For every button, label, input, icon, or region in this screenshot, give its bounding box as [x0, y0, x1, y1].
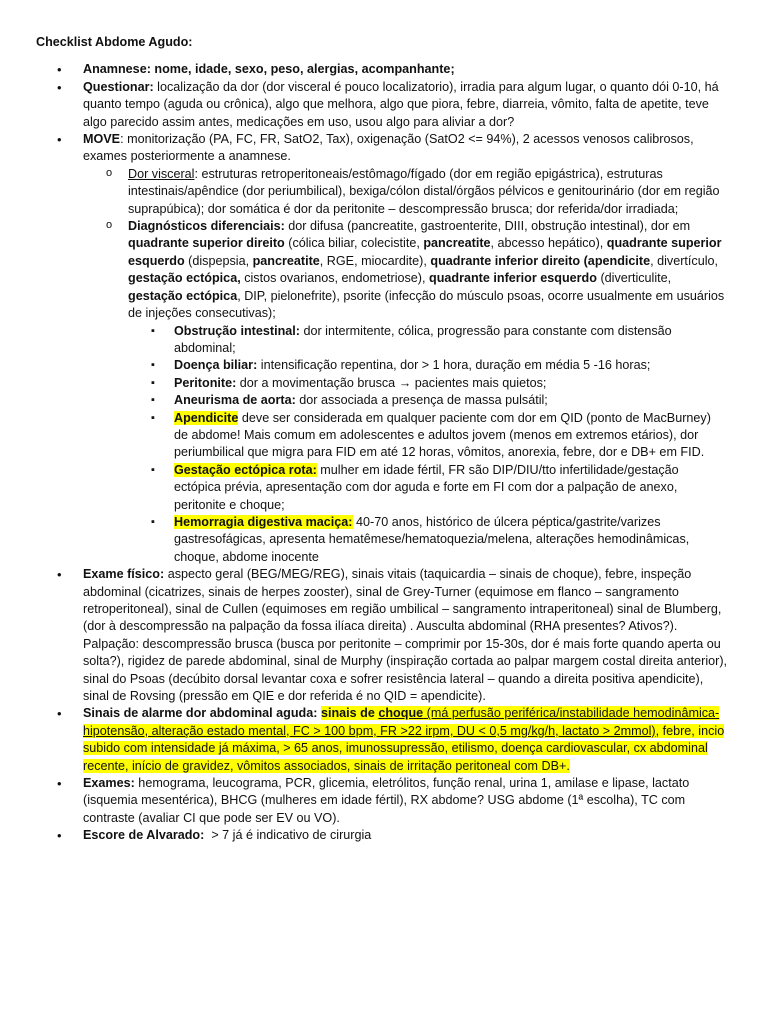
diag-text-5: , RGE, miocardite),	[319, 253, 431, 268]
alvarado-label: Escore de Alvarado:	[83, 828, 205, 843]
biliar-label: Doença biliar:	[174, 358, 258, 373]
list-item-exame-fisico	[36, 566, 728, 705]
apendicite-label: Apendicite	[174, 410, 239, 425]
diag-bold-5: quadrante inferior direito (apendicite	[430, 253, 651, 268]
diag-bold-4: pancreatite	[252, 253, 320, 268]
biliar-text: intensificação repentina, dor > 1 hora, duração em média 5 -16 horas;	[257, 358, 651, 373]
sinais-alarme-choque: choque	[378, 706, 424, 721]
list-item-sinais-alarme	[36, 705, 728, 775]
list-item-diagnosticos-diferenciais	[83, 218, 728, 566]
diag-label: Diagnósticos diferenciais:	[128, 219, 285, 234]
checklist	[36, 61, 728, 844]
hemorragia-text: 40-70 anos, histórico de úlcera péptica/gastrite/varizes gastresofágicas, apresenta hematêmese/hematoquezia/melena, alterações hemodinâmicas, choque, abdome inocente	[174, 514, 690, 564]
diag-bold-7: quadrante inferior esquerdo	[429, 271, 597, 286]
list-item-alvarado	[36, 827, 728, 844]
list-item-hemorragia	[128, 514, 728, 566]
diagnosticos-sublist	[128, 323, 728, 567]
diag-text-7: cistos ovarianos, endometriose),	[240, 271, 429, 286]
move-label: MOVE	[83, 132, 121, 147]
exame-fisico-text: aspecto geral (BEG/MEG/REG), sinais vitais (taquicardia – sinais de choque), febre, inspeção abdominal (cicatrizes, sinais de herpes zooster), sinal de Grey-Turner (equimose em flanco – sangramento retroperitoneal), sinal de Cullen (equimoses em região umbilical – sangramento intraperitoneal) sinal de Blumberg, (dor à descompressão na palpação da fossa ilíaca direita) . Ausculta abdominal (RHA presentes? Ativos?). Palpação: descompressão brusca (busca por peritonite – comprimir por 15-30s, dor é mais forte quando aperta ou solta?), rigidez de parede abdominal, sinal de Murphy (inspiração cortada ao palpar margem costal direita anterior), sinal do Psoas (decúbito dorsal levantar coxa e sofrer resistência lateral – quando a direita positiva apendicite), sinal de Rovsing (pressão em QIE e dor referida é no QID = apendicite).	[83, 567, 728, 704]
questionar-text: localização da dor (dor visceral é pouco localizatorio), irradia para algum lugar, o quanto dói 0-10, há quanto tempo (aguda ou crônica), algo que melhora, algo que piora, febre, diarreia, vômito, falta de apetite, teve algo parecido assim antes, medicações em uso, usou algo para aliviar a dor?	[83, 79, 719, 129]
sinais-alarme-label: Sinais de alarme dor abdominal aguda:	[83, 706, 318, 721]
ectopica-text: mulher em idade fértil, FR são DIP/DIU/tto infertilidade/gestação ectópica prévia, apresentação com dor aguda e forte em FI com dor a palpação de anexo, peritonite e choque;	[174, 462, 679, 512]
diag-bold-8: gestação ectópica	[128, 288, 238, 303]
aneurisma-label: Aneurisma de aorta:	[174, 393, 296, 408]
diag-text-3: , abcesso hepático),	[490, 236, 607, 251]
sinais-alarme-text-1: (má perfusão periférica/instabilidade hemodinâmica-hipotensão, alteração estado mental, FC > 100 bpm, FR >22 irpm, DU < 0,5 mg/kg/h, lactato > 2mmol)	[83, 706, 720, 738]
list-item-doenca-biliar	[128, 357, 728, 374]
diag-bold-1: quadrante superior direito	[128, 236, 285, 251]
list-item-aneurisma	[128, 392, 728, 409]
diag-text-6: , divertículo,	[650, 253, 719, 268]
diag-bold-2: pancreatite	[423, 236, 491, 251]
list-item-questionar	[36, 79, 728, 131]
peritonite-text-2: pacientes mais quietos;	[411, 375, 547, 390]
list-item-dor-visceral	[83, 166, 728, 218]
alvarado-text: > 7 já é indicativo de cirurgia	[204, 828, 372, 843]
sinais-alarme-bold-1: sinais de	[320, 706, 379, 721]
diag-text-8: (diverticulite,	[596, 271, 672, 286]
anamnese-text: Anamnese: nome, idade, sexo, peso, alergias, acompanhante;	[83, 62, 455, 77]
dor-visceral-text: : estruturas retroperitoneais/estômago/fígado (dor em região epigástrica), estruturas intestinais/apêndice (dor periumbilical), bexiga/cólon distal/órgãos pélvicos e genitourinário (dor em região suprapúbica); dor somática é dor da peritonite – descompressão brusca; dor referida/dor irradiada;	[128, 166, 720, 216]
list-item-peritonite	[128, 375, 728, 392]
diag-text-2: (cólica biliar, colecistite,	[284, 236, 424, 251]
hemorragia-label: Hemorragia digestiva maciça:	[174, 514, 353, 529]
arrow-right-icon: →	[398, 375, 412, 390]
diag-text-4: (dispepsia,	[184, 253, 253, 268]
list-item-move	[36, 131, 728, 566]
exames-label: Exames:	[83, 776, 135, 791]
exame-fisico-label: Exame físico:	[83, 567, 165, 582]
move-sublist	[83, 166, 728, 566]
list-item-obstrucao	[128, 323, 728, 358]
ectopica-label: Gestação ectópica rota:	[174, 462, 317, 477]
list-item-anamnese	[36, 61, 728, 78]
exames-text: hemograma, leucograma, PCR, glicemia, eletrólitos, função renal, urina 1, amilase e lipase, lactato (isquemia mesentérica), BHCG (mulheres em idade fértil), RX abdome? USG abdome (1ª escolha), TC com contraste (avaliar CI que pode ser EV ou VO).	[83, 776, 690, 825]
diag-text-9: , DIP, pielonefrite), psorite (infecção do músculo psoas, ocorre usualmente em usuários de injeções consecutivas);	[128, 288, 725, 321]
obstrucao-label: Obstrução intestinal:	[174, 323, 300, 338]
apendicite-text: deve ser considerada em qualquer paciente com dor em QID (ponto de MacBurney) de abdome! Mais comum em adolescentes e adultos jovem (menos em extremos etários), dor periumbilical que migra para FID em até 12 horas, vômitos, anorexia, febre, dor e DB+ em FID.	[174, 410, 711, 460]
move-text: : monitorização (PA, FC, FR, SatO2, Tax), oxigenação (SatO2 <= 94%), 2 acessos venosos calibrosos, exames posteriormente a anamnese.	[83, 132, 694, 164]
dor-visceral-label: Dor visceral	[128, 166, 195, 181]
peritonite-text: dor a movimentação brusca	[236, 375, 399, 390]
diag-text-1: dor difusa (pancreatite, gastroenterite, DIII, obstrução intestinal), dor em	[284, 219, 691, 234]
peritonite-label: Peritonite:	[174, 375, 237, 390]
questionar-label: Questionar:	[83, 79, 154, 94]
list-item-exames	[36, 775, 728, 827]
list-item-gestacao-ectopica	[128, 462, 728, 514]
document-title: Checklist Abdome Agudo:	[36, 35, 193, 49]
list-item-apendicite	[128, 410, 728, 462]
diag-bold-3: quadrante superior esquerdo	[128, 236, 722, 268]
sinais-alarme-text-2: , febre, incio subido com intensidade já máxima, > 65 anos, imunossupressão, etilismo, doença cardiovascular, cx abdominal recente, início de gravidez, vômitos associados, sinais de irritação peritoneal com DB+.	[83, 723, 725, 773]
aneurisma-text: dor associada a presença de massa pulsátil;	[295, 393, 548, 408]
obstrucao-text: dor intermitente, cólica, progressão para constante com distensão abdominal;	[174, 323, 672, 355]
diag-bold-6: gestação ectópica,	[128, 271, 241, 286]
